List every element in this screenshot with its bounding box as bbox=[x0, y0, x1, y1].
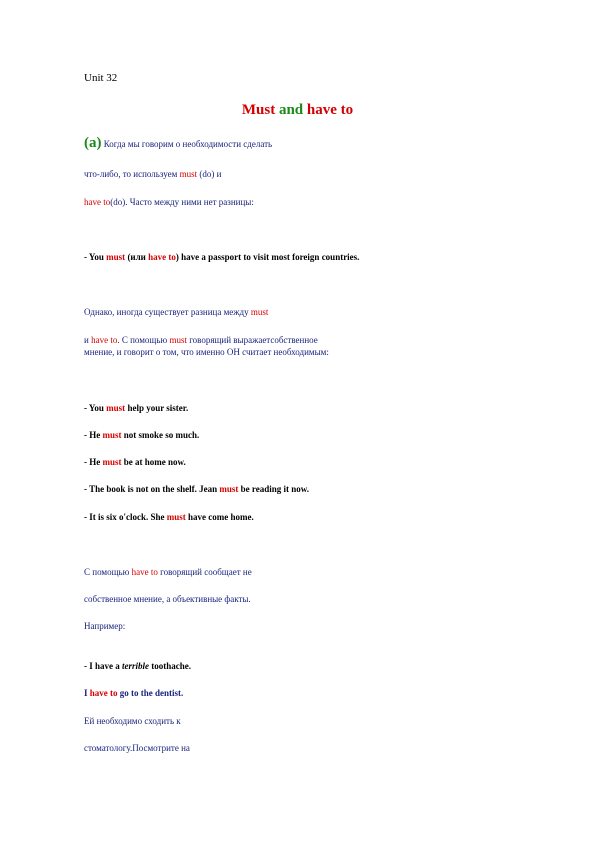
have-to-line-2: собственное мнение, а объективные факты. bbox=[84, 594, 251, 604]
page-title bbox=[0, 101, 595, 119]
unit-label: Unit 32 bbox=[84, 72, 118, 84]
title-must: Must bbox=[241, 102, 276, 118]
difference-line-1: Однако, иногда существует разница между must bbox=[84, 307, 269, 317]
have-to-line-1: С помощью have to говорящий сообщает не bbox=[84, 567, 252, 577]
dentist-example: I have to go to the dentist. bbox=[84, 688, 184, 698]
have-to-line-3: Например: bbox=[84, 621, 126, 631]
difference-line-3: мнение, и говорит о том, что именно ОН считает необходимым: bbox=[84, 347, 329, 357]
example-passport: - You must (или have to) have a passport to visit most foreign countries. bbox=[84, 252, 360, 262]
title-have-to: have to bbox=[306, 102, 354, 118]
must-example-3: - He must be at home now. bbox=[84, 457, 186, 467]
must-example-1: - You must help your sister. bbox=[84, 403, 189, 413]
title-and: and bbox=[278, 102, 304, 118]
section-marker-a: (a) bbox=[84, 135, 102, 151]
translation-line-2: стоматологу.Посмотрите на bbox=[84, 743, 190, 753]
must-example-4: - The book is not on the shelf. Jean must be reading it now. bbox=[84, 484, 309, 494]
must-example-2: - He must not smoke so much. bbox=[84, 430, 200, 440]
intro-line-2: что-либо, то используем must (do) и bbox=[84, 169, 222, 179]
intro-line-3: have to(do). Часто между ними нет разницы: bbox=[84, 197, 254, 207]
toothache-example: - I have a terrible toothache. bbox=[84, 661, 191, 671]
must-example-5: - It is six o'clock. She must have come home. bbox=[84, 512, 254, 522]
translation-line-1: Ей необходимо сходить к bbox=[84, 716, 181, 726]
difference-line-2: и have to. С помощью must говорящий выражаетсобственное bbox=[84, 335, 318, 345]
intro-line-1: (a) Когда мы говорим о необходимости сделать bbox=[84, 135, 273, 151]
